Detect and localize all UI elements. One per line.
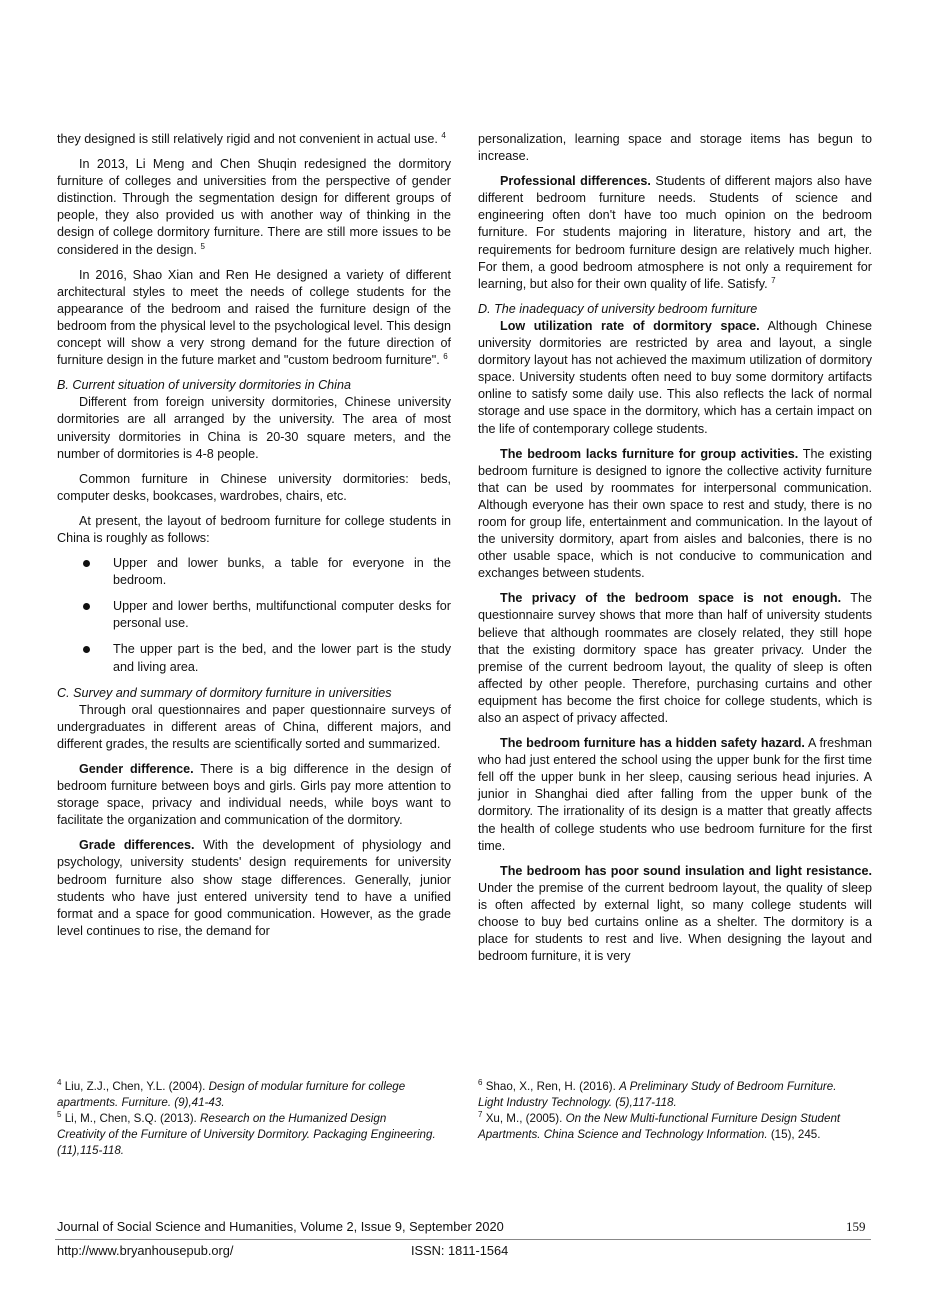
paragraph [478,735,872,855]
paragraph-lead: Low utilization rate of dormitory space. [500,318,760,333]
paragraph-text: In 2013, Li Meng and Chen Shuqin redesigned the dormitory furniture of colleges and universities from the perspective of gender distinction. Through the segmentation design for different groups of people, they also provided us with another way of thinking in the design of college dormitory furniture. There are still more issues to be considered in the design. [57,157,451,257]
paragraph-lead: Grade differences. [79,838,195,853]
paragraph [57,837,451,940]
paragraph-text: With the development of physiology and psychology, university students' design requirements for university bedroom furniture also show stage differences. Generally, junior students who have just entered university tend to have a unified format and a space for good communication. However, as the grade level continues to rise, the demand for [57,838,451,938]
footer-url-link[interactable]: http://www.bryanhousepub.org/ [57,1243,234,1258]
footnote-authors: Shao, X., Ren, H. (2016). [485,1080,620,1093]
section-heading: D. The inadequacy of university bedroom furniture [478,301,758,316]
footnote-number: 6 [478,1078,483,1088]
footnote-title: A Preliminary Study of Bedroom Furniture. Light Industry Technology. (5),117-118. [478,1080,837,1109]
footnote [57,1079,437,1111]
footnote-title: Research on the Humanized Design Creativity of the Furniture of University Dormitory. Packaging Engineering. (11),115-118. [57,1112,436,1157]
footnote [478,1111,858,1143]
paragraph-lead: The bedroom has poor sound insulation and light resistance. [500,863,872,878]
bullet-text: Upper and lower berths, multifunctional computer desks for personal use. [113,599,451,631]
bullet-item [57,555,451,589]
paragraph [57,267,451,370]
footnote-ref[interactable]: 5 [200,241,205,251]
paragraph-text: personalization, learning space and storage items has begun to increase. [478,132,872,164]
section-heading: C. Survey and summary of dormitory furniture in universities [57,685,392,700]
paragraph-text: Through oral questionnaires and paper questionnaire surveys of undergraduates in different areas of China, different majors, and different grades, the results are scientifically sorted and summarized. [57,702,451,751]
bullet-dot-icon [83,603,90,610]
paragraph [57,131,451,148]
paragraph-text: The questionnaire survey shows that more than half of university students believe that although roommates are closely related, they still hope that the existing dormitory space has greater privacy. Under the premise of the current bedroom layout, the quality of sleep is often affected by other people. Therefore, purchasing curtains and other equipment has become the first choice for college students, which is also an aspect of privacy affected. [478,591,872,725]
footnotes-left [57,1079,437,1159]
paragraph-lead: The bedroom furniture has a hidden safety hazard. [500,736,805,751]
footnote-title: On the New Multi-functional Furniture Design Student Apartments. China Science and Technology Information. [478,1112,841,1141]
paragraph [478,173,872,293]
right-column [478,131,872,973]
paragraph-text: At present, the layout of bedroom furniture for college students in China is roughly as follows: [57,513,451,545]
footer-issn: ISSN: 1811-1564 [411,1243,509,1258]
paragraph [478,590,872,727]
paragraph [478,446,872,583]
paragraph [57,471,451,505]
paragraph [57,394,451,462]
footnote-ref[interactable]: 6 [443,351,448,361]
footnote-ref[interactable]: 4 [441,130,446,140]
bullet-text: The upper part is the bed, and the lower part is the study and living area. [113,642,451,674]
footnote-authors: Xu, M., (2005). [485,1112,566,1125]
paragraph [57,761,451,829]
paragraph-text: they designed is still relatively rigid and not convenient in actual use. [57,132,438,146]
paragraph-text: Students of different majors also have different bedroom furniture needs. Students of science and engineering often don't have too much opinion on the bedroom furniture. For students majoring in literature, history and art, the requirements for bedroom furniture design are relatively much higher. For them, a good bedroom atmosphere is not only a requirement for learning, but also for their own quality of life. Satisfy. [478,174,872,291]
paragraph-text: The existing bedroom furniture is designed to ignore the collective activity furniture that can be used by roommates for interpersonal communication. Although everyone has their own space to rest and study, there is no room for group life, entertainment and communication. In the layout of the university dormitory, apart from aisles and balconies, there is no other usable space, which is not conducive to communication and exchanges between students. [478,446,872,581]
footnote-authors: Liu, Z.J., Chen, Y.L. (2004). [64,1080,209,1093]
paragraph [57,513,451,547]
paragraph-text: Common furniture in Chinese university dormitories: beds, computer desks, bookcases, wardrobes, chairs, etc. [57,471,451,503]
paragraph [57,702,451,753]
footnote-number: 7 [478,1110,483,1120]
footnote [57,1111,437,1159]
paragraph-lead: The bedroom lacks furniture for group activities. [500,446,799,461]
paragraph-text: There is a big difference in the design of bedroom furniture between boys and girls. Girls pay more attention to storage space, privacy and individual needs, while boys want to facilitate the organization and communication of the dormitory. [57,762,452,828]
left-column [57,131,451,948]
bullet-item [57,641,451,675]
paragraph [478,131,872,165]
paragraph-lead: The privacy of the bedroom space is not enough. [500,591,842,606]
footnote-authors: Li, M., Chen, S.Q. (2013). [64,1112,201,1125]
paragraph [57,156,451,259]
bullet-dot-icon [83,560,90,567]
bullet-item [57,598,451,632]
bullet-dot-icon [83,646,90,653]
paragraph-text: In 2016, Shao Xian and Ren He designed a variety of different architectural styles to meet the needs of college students for the appearance of the bedroom and raised the furniture design of the bedroom from the physical level to the psychological level. This design concept will show a very strong demand for the future direction of furniture design in the future market and "custom bedroom furniture". [57,267,451,368]
bullet-text: Upper and lower bunks, a table for everyone in the bedroom. [113,556,451,588]
section-heading: B. Current situation of university dormitories in China [57,378,351,393]
footnote-ref[interactable]: 7 [771,275,776,285]
footer-journal-info: Journal of Social Science and Humanities, Volume 2, Issue 9, September 2020 [57,1219,504,1234]
paragraph-text: A freshman who had just entered the school using the upper bunk for the first time fell off the upper bunk in her sleep, causing serious head injuries. A junior in Shanghai died after falling from the upper bunk of the dormitory. The irrationality of its design is a matter that greatly affects the health of college students who use bedroom furniture for the first time. [478,736,872,853]
paragraph-lead: Professional differences. [500,174,651,189]
paragraph [478,863,872,966]
footer-divider [55,1239,871,1240]
footnote-number: 4 [57,1078,62,1088]
footnote [478,1079,858,1111]
paragraph-text: Different from foreign university dormitories, Chinese university dormitories are all arranged by the university. The area of most university dormitories in China is 20-30 square meters, and the number of dormitories is 4-8 people. [57,395,451,461]
paragraph [478,318,872,438]
footnote-title: Design of modular furniture for college apartments. Furniture. (9),41-43. [57,1080,406,1109]
page-number: 159 [846,1219,866,1234]
paragraph-lead: Gender difference. [79,762,194,776]
paragraph-text: Although Chinese university dormitories are restricted by area and layout, a single dormitory layout has not achieved the maximum utilization of dormitory space. University students often need to buy some dormitory artifacts online to satisfy some daily use. This also reflects the lack of normal storage and use space in the dormitory, which has a certain impact on the life of contemporary college students. [478,318,872,436]
paragraph-text: Under the premise of the current bedroom layout, the quality of sleep is often affected by external light, so many college students will choose to buy bed curtains online as a shelter. The dormitory is a place for students to rest and live. When designing the layout and bedroom furniture, it is very [478,880,872,964]
footnotes-right [478,1079,858,1143]
footnote-rest: (15), 245. [767,1128,821,1141]
footnote-number: 5 [57,1110,62,1120]
